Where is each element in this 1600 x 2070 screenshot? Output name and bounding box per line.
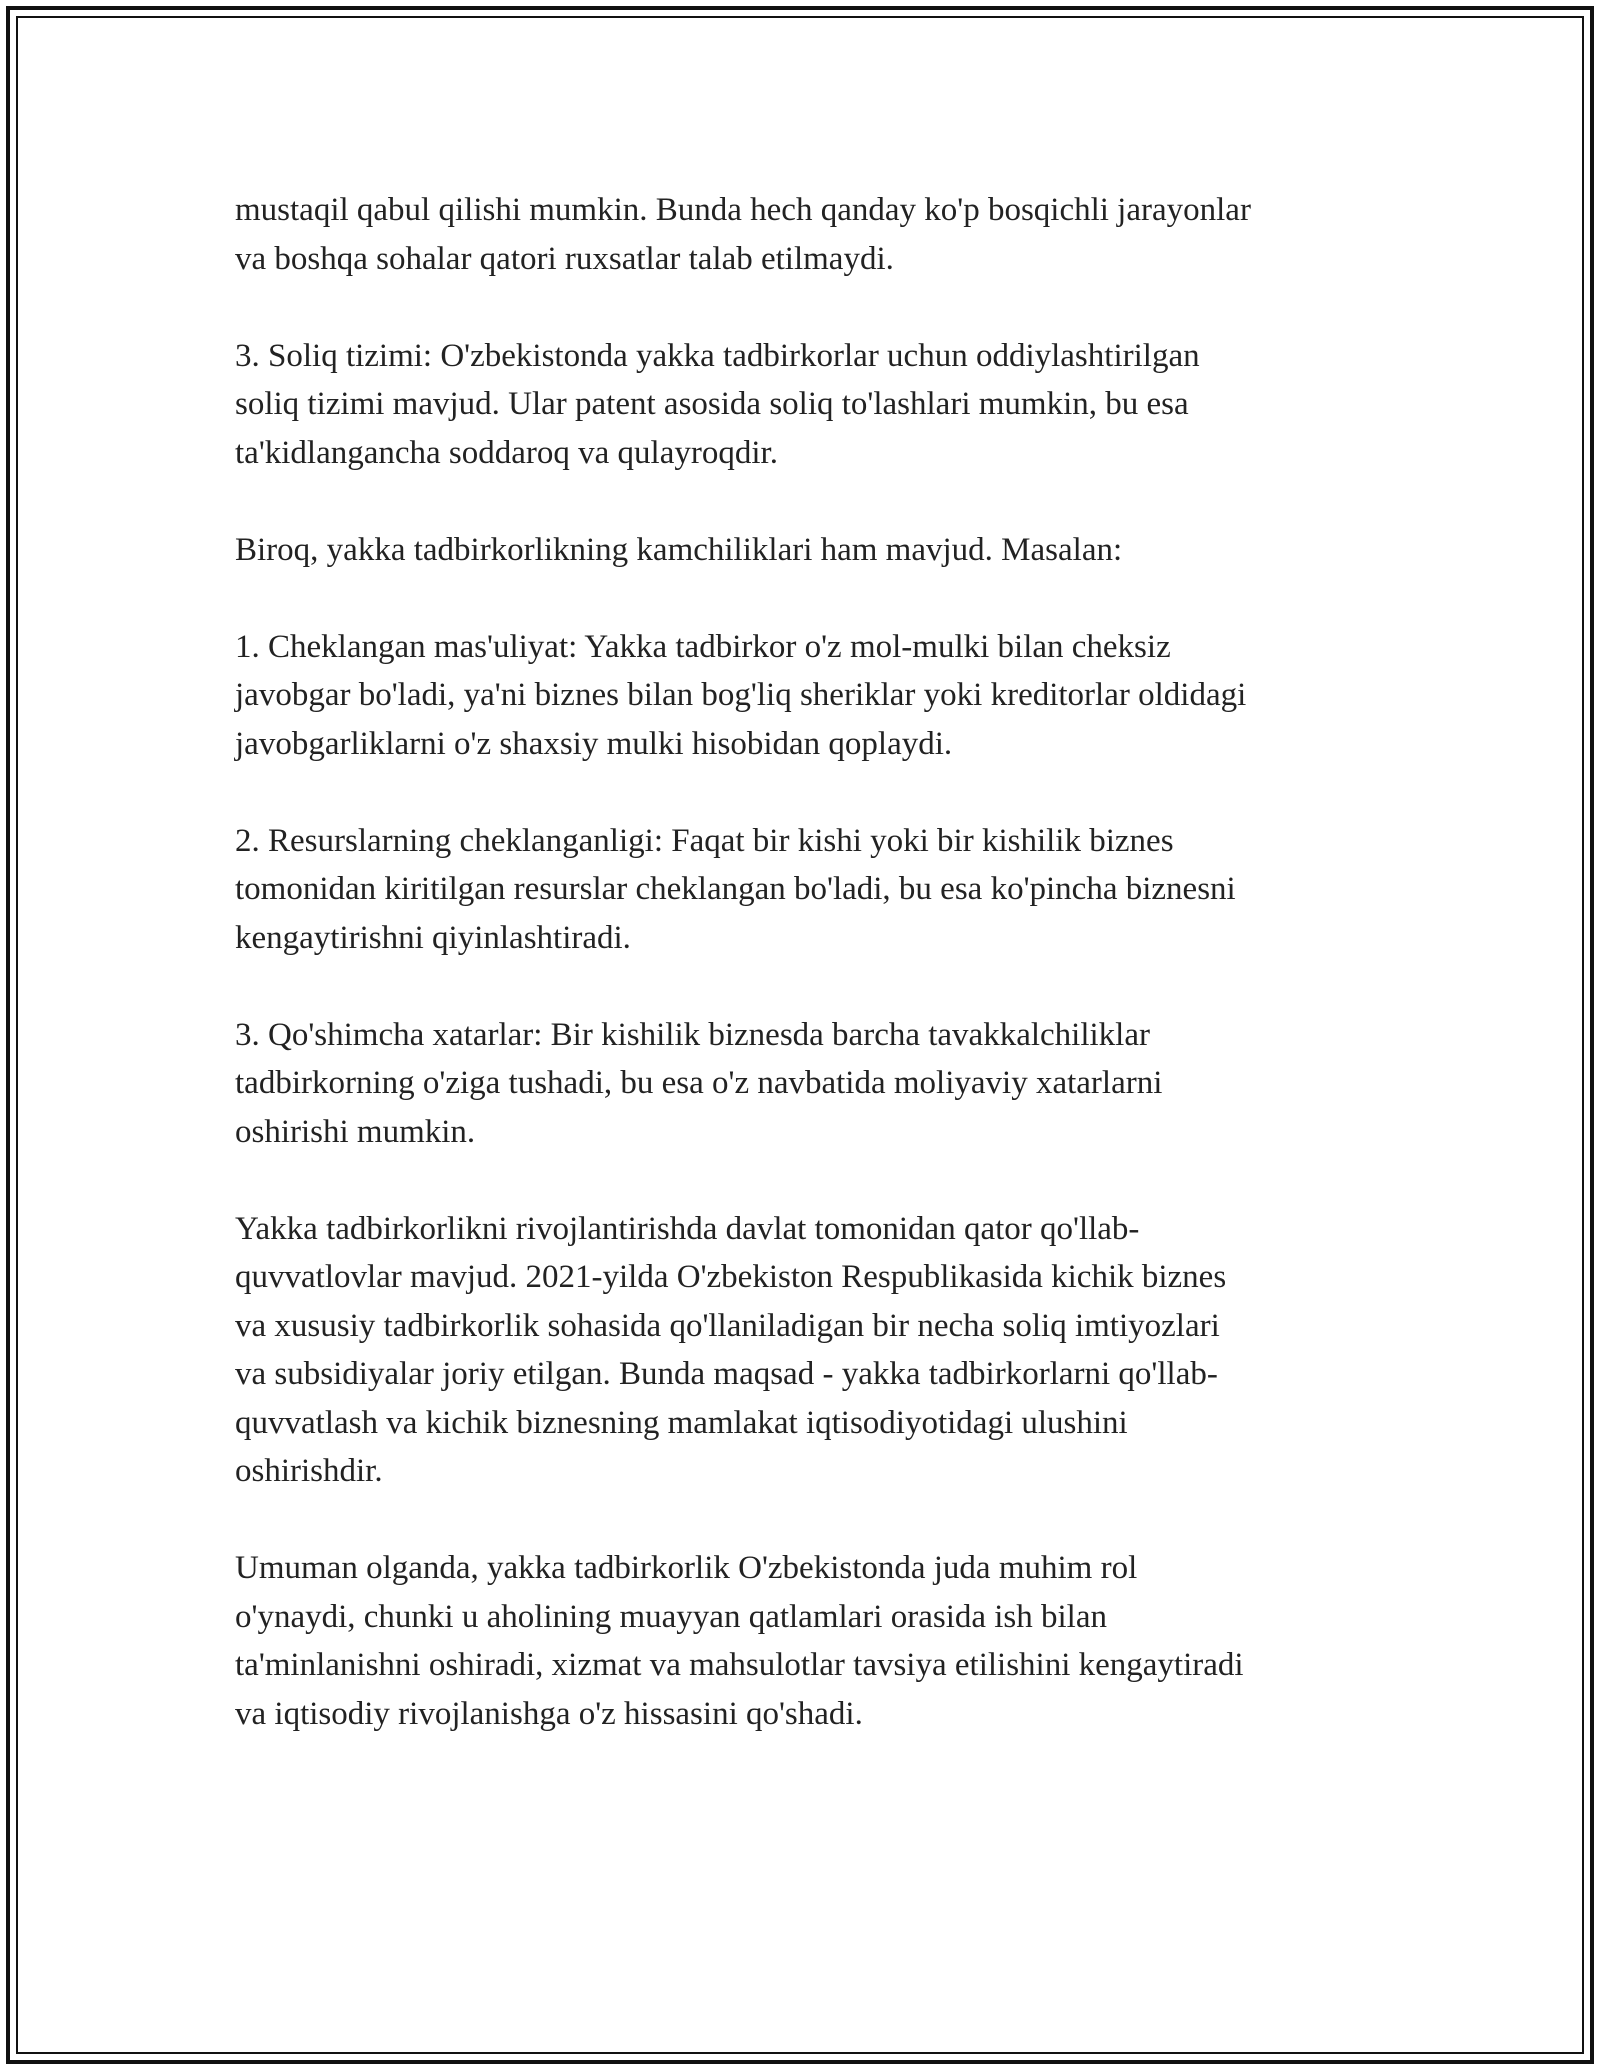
text-line: ta'kidlangancha soddaroq va qulayroqdir.	[235, 434, 778, 471]
text-line: soliq tizimi mavjud. Ular patent asosida soliq to'lashlari mumkin, bu esa	[235, 386, 1189, 422]
text-line: mustaqil qabul qilishi mumkin. Bunda hech qanday ko'p bosqichli jarayonlar	[235, 192, 1251, 228]
text-line: 3. Soliq tizimi: O'zbekistonda yakka tadbirkorlar uchun oddiylashtirilgan	[235, 337, 1200, 374]
paragraph-tax-system	[235, 332, 1375, 478]
paragraph-limited-liability	[235, 623, 1375, 769]
text-line: kengaytirishni qiyinlashtiradi.	[235, 919, 631, 956]
paragraph-additional-risks	[235, 1011, 1375, 1157]
text-line: Yakka tadbirkorlikni rivojlantirishda davlat tomonidan qator qo'llab-	[235, 1210, 1140, 1247]
paragraph-conclusion	[235, 1544, 1375, 1738]
text-line: javobgarliklarni o'z shaxsiy mulki hisobidan qoplaydi.	[235, 725, 953, 762]
text-line: 3. Qo'shimcha xatarlar: Bir kishilik biznesda barcha tavakkalchiliklar	[235, 1016, 1150, 1053]
paragraph-limited-resources	[235, 817, 1375, 963]
text-line: va subsidiyalar joriy etilgan. Bunda maqsad - yakka tadbirkorlarni qo'llab-	[235, 1356, 1218, 1392]
text-line: quvvatlovlar mavjud. 2021-yilda O'zbekiston Respublikasida kichik biznes	[235, 1259, 1227, 1295]
text-line: tomonidan kiritilgan resurslar cheklangan bo'ladi, bu esa ko'pincha biznesni	[235, 871, 1236, 907]
text-line: va boshqa sohalar qatori ruxsatlar talab etilmaydi.	[235, 240, 894, 277]
paragraph-drawbacks-intro	[235, 526, 1375, 575]
text-line: o'ynaydi, chunki u aholining muayyan qatlamlari orasida ish bilan	[235, 1598, 1108, 1635]
text-line: oshirishi mumkin.	[235, 1113, 476, 1150]
text-line: tadbirkorning o'ziga tushadi, bu esa o'z navbatida moliyaviy xatarlarni	[235, 1065, 1163, 1101]
text-line: 2. Resurslarning cheklanganligi: Faqat bir kishi yoki bir kishilik biznes	[235, 822, 1174, 859]
paragraph-state-support	[235, 1205, 1375, 1496]
text-line: 1. Cheklangan mas'uliyat: Yakka tadbirkor o'z mol-mulki bilan cheksiz	[235, 628, 1171, 665]
document-body	[235, 186, 1375, 1787]
text-line: ta'minlanishni oshiradi, xizmat va mahsulotlar tavsiya etilishini kengaytiradi	[235, 1647, 1244, 1683]
text-line: quvvatlash va kichik biznesning mamlakat iqtisodiyotidagi ulushini	[235, 1404, 1128, 1441]
text-line: oshirishdir.	[235, 1453, 383, 1489]
text-line: Biroq, yakka tadbirkorlikning kamchiliklari ham mavjud. Masalan:	[235, 531, 1123, 568]
text-line: Umuman olganda, yakka tadbirkorlik O'zbekistonda juda muhim rol	[235, 1550, 1138, 1586]
text-line: va iqtisodiy rivojlanishga o'z hissasini qo'shadi.	[235, 1695, 863, 1732]
text-line: va xususiy tadbirkorlik sohasida qo'llaniladigan bir necha soliq imtiyozlari	[235, 1307, 1220, 1344]
text-line: javobgar bo'ladi, ya'ni biznes bilan bog'liq sheriklar yoki kreditorlar oldidagi	[235, 677, 1247, 713]
paragraph-intro-continuation	[235, 186, 1375, 283]
